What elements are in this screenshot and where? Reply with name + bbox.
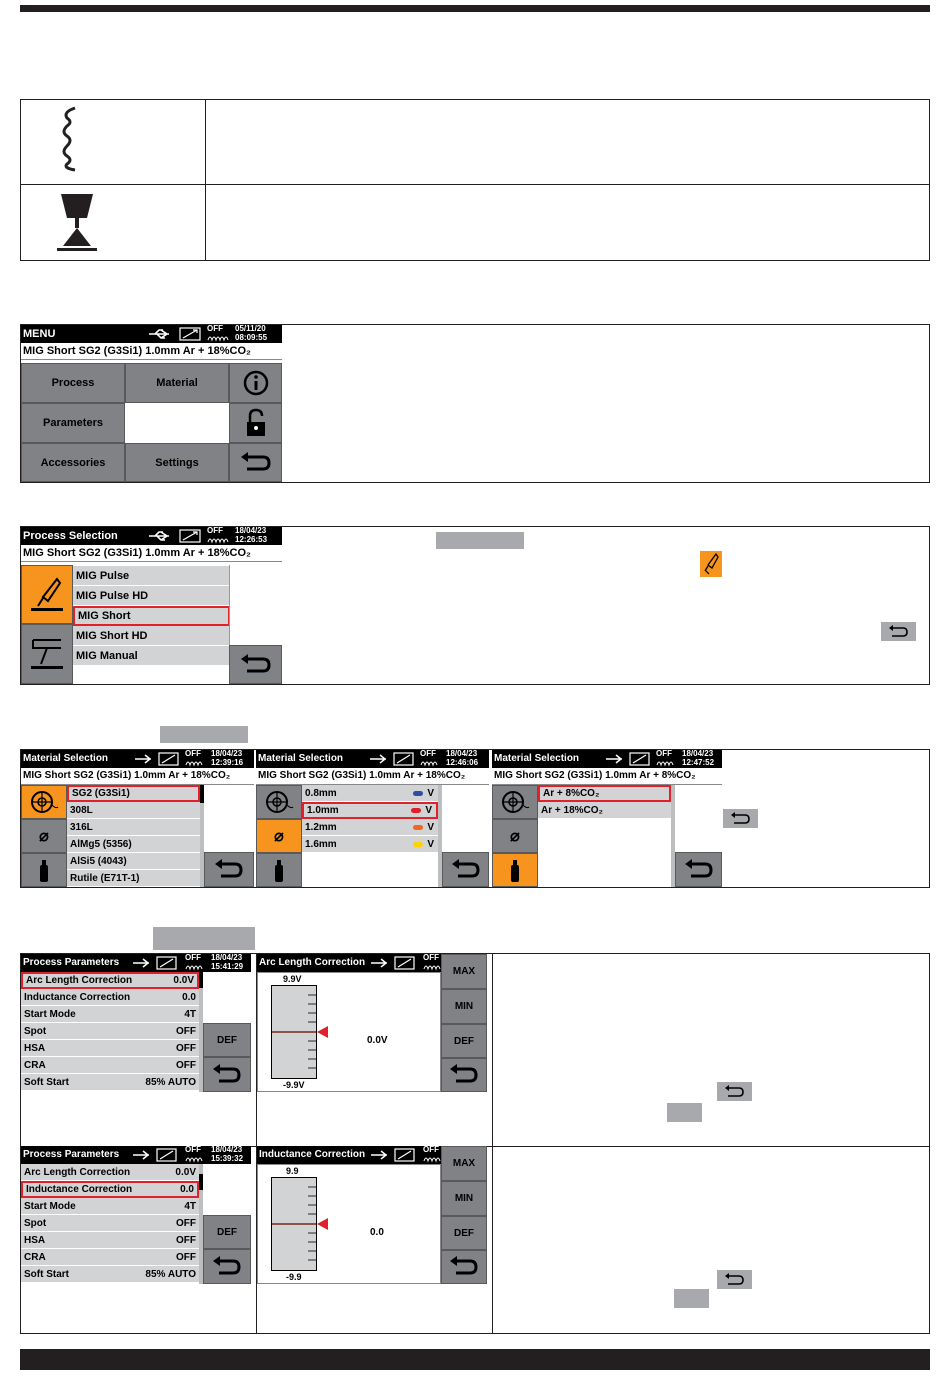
wire-tab[interactable] [492, 785, 538, 819]
list-item[interactable]: MIG Short HD [73, 626, 230, 646]
back-arrow-icon [717, 1270, 752, 1289]
info-button[interactable] [229, 363, 282, 403]
screen-header [492, 750, 722, 768]
diameter-tab[interactable] [256, 819, 302, 853]
screen-header [21, 325, 282, 343]
screen-title: Material Selection [23, 753, 109, 764]
power-off-label: OFF [423, 954, 439, 962]
back-arrow-icon [213, 859, 245, 881]
back-button[interactable] [229, 443, 282, 482]
screen-header [257, 1146, 441, 1164]
list-item-selected[interactable]: Ar + 8%CO₂ [538, 785, 671, 802]
wave-icon [207, 536, 229, 544]
param-value: OFF [176, 1234, 196, 1246]
param-value: OFF [176, 1251, 196, 1263]
screen-title: Arc Length Correction [259, 957, 366, 968]
param-row-hsa[interactable] [21, 1040, 199, 1057]
screen-title: Process Parameters [23, 1149, 120, 1160]
material-button[interactable]: Material [125, 363, 229, 403]
diameter-value: 1.6mm [305, 838, 337, 850]
back-arrow-icon [683, 859, 715, 881]
back-arrow-icon [450, 859, 482, 881]
power-off-label: OFF [185, 954, 201, 962]
back-arrow-icon [211, 1064, 243, 1086]
param-label: Spot [24, 1217, 47, 1229]
gauge-scale [271, 1177, 317, 1271]
list-item[interactable] [302, 819, 438, 836]
param-value: 0.0 [180, 1184, 194, 1195]
material-button-reference [160, 726, 248, 743]
bottom-rule [20, 1349, 930, 1370]
wave-icon [185, 1155, 205, 1163]
param-row-cra[interactable] [21, 1249, 199, 1266]
scrollbar-thumb[interactable] [200, 785, 204, 803]
screen-title: Material Selection [258, 753, 344, 764]
list-item[interactable]: 316L [67, 819, 200, 836]
usb-icon [369, 1147, 421, 1163]
unlock-icon [244, 408, 268, 438]
list-item[interactable]: MIG Pulse [73, 566, 230, 586]
date-label: 18/04/23 [682, 750, 714, 758]
list-item[interactable] [302, 785, 438, 802]
param-row-arc-length[interactable] [21, 1164, 199, 1181]
param-label: Soft Start [24, 1268, 69, 1280]
param-label: Start Mode [24, 1008, 76, 1020]
wave-icon [207, 334, 229, 342]
usb-icon [131, 955, 183, 971]
time-label: 15:39:32 [211, 1154, 244, 1163]
welding-torch-arc-icon [57, 192, 97, 256]
time-label: 15:41:29 [211, 962, 244, 971]
back-arrow-icon [211, 1256, 243, 1278]
diameter-tab[interactable] [492, 819, 538, 853]
back-button-reference [723, 809, 758, 828]
material-screen-diameter [256, 750, 489, 887]
date-label: 18/04/23 [211, 1146, 243, 1154]
param-label: Arc Length Correction [24, 1166, 131, 1178]
status-info: MIG Short SG2 (G3Si1) 1.0mm Ar + 18%CO₂ [21, 545, 282, 562]
usb-icon [369, 955, 421, 971]
param-value: 4T [184, 1200, 196, 1212]
param-label: Inductance Correction [26, 1184, 133, 1195]
param-label: HSA [24, 1234, 46, 1246]
gauge-ticks [272, 986, 316, 1078]
gauge-pointer-icon [317, 1025, 329, 1039]
power-off-label: OFF [207, 325, 223, 333]
screen-header [21, 954, 251, 972]
inductance-coil-icon [59, 106, 89, 172]
screen-title: Material Selection [494, 753, 580, 764]
param-value: 85% AUTO [145, 1268, 196, 1280]
power-off-label: OFF [423, 1146, 439, 1154]
color-dot-blue [413, 791, 423, 796]
param-row-cra[interactable] [21, 1057, 199, 1074]
unit-label: V [427, 787, 434, 799]
back-button[interactable] [204, 852, 254, 887]
list-item-selected[interactable]: SG2 (G3Si1) [67, 785, 200, 802]
back-arrow-icon [723, 809, 758, 828]
screen-header [21, 1146, 251, 1164]
usb-icon [131, 1147, 183, 1163]
usb-icon [368, 751, 420, 767]
default-button[interactable]: DEF [203, 1023, 251, 1057]
param-value: 0.0V [173, 975, 194, 986]
inductance-screen [257, 1146, 487, 1284]
divider [229, 565, 230, 645]
gas-tab[interactable] [492, 853, 538, 887]
param-label: CRA [24, 1059, 46, 1071]
gas-tab[interactable] [21, 853, 67, 887]
back-button-reference [717, 1082, 752, 1101]
date-label: 18/04/23 [211, 750, 243, 758]
diameter-value: 0.8mm [305, 787, 337, 799]
wave-icon [420, 759, 440, 767]
mig-torch-icon [27, 575, 67, 615]
list-item[interactable]: 308L [67, 802, 200, 819]
screen-title: Inductance Correction [259, 1149, 366, 1160]
usb-icon [604, 751, 656, 767]
param-label: Start Mode [24, 1200, 76, 1212]
current-value: 0.0V [367, 1035, 388, 1046]
status-info: MIG Short SG2 (G3Si1) 1.0mm Ar + 18%CO₂ [21, 343, 282, 360]
date-label: 18/04/23 [235, 527, 267, 535]
screen-title: MENU [23, 328, 56, 340]
param-value: OFF [176, 1217, 196, 1229]
list-item[interactable]: Ar + 18%CO₂ [538, 802, 671, 819]
param-row-spot[interactable] [21, 1023, 199, 1040]
parameters-screen-inductance [21, 1146, 251, 1284]
param-value: OFF [176, 1042, 196, 1054]
list-item-selected[interactable] [302, 802, 438, 819]
scrollbar-thumb[interactable] [199, 972, 203, 988]
gauge-pointer-icon [317, 1217, 329, 1231]
wire-tab[interactable] [21, 785, 67, 819]
param-row-soft-start[interactable] [21, 1074, 199, 1091]
screen-header [256, 750, 489, 768]
default-button[interactable]: DEF [203, 1215, 251, 1249]
wave-icon [423, 1155, 441, 1163]
status-info: MIG Short SG2 (G3Si1) 1.0mm Ar + 8%CO₂ [492, 768, 722, 785]
process-button[interactable]: Process [21, 363, 125, 403]
arc-length-screen [257, 954, 487, 1092]
min-button[interactable]: MIN [441, 1181, 487, 1216]
param-value: 4T [184, 1008, 196, 1020]
mig-torch-icon [700, 551, 722, 577]
parameters-button-reference [153, 927, 255, 950]
param-row-start-mode[interactable] [21, 1006, 199, 1023]
unit-label: V [427, 821, 434, 833]
max-button[interactable]: MAX [441, 954, 487, 989]
diameter-value: 1.2mm [305, 821, 337, 833]
back-button[interactable] [203, 1249, 251, 1284]
param-label: Spot [24, 1025, 47, 1037]
parameters-screen-arc [21, 954, 251, 1092]
default-button[interactable]: DEF [441, 1216, 487, 1250]
gas-bottle-icon [272, 858, 286, 882]
screen-header [21, 750, 254, 768]
param-label: Arc Length Correction [26, 975, 133, 986]
material-screen-wire [21, 750, 254, 887]
list-item[interactable] [302, 836, 438, 853]
gauge-max-label: 9.9V [283, 974, 302, 984]
torch-icon-reference [700, 551, 722, 577]
power-off-label: OFF [207, 527, 223, 535]
back-button[interactable] [203, 1057, 251, 1092]
back-button[interactable] [229, 645, 282, 684]
status-info: MIG Short SG2 (G3Si1) 1.0mm Ar + 18%CO₂ [21, 768, 254, 785]
menu-screen [21, 325, 282, 482]
time-label: 08:09:55 [235, 333, 268, 342]
back-button[interactable] [441, 1250, 487, 1284]
diameter-value: 1.0mm [307, 805, 339, 816]
param-value: OFF [176, 1059, 196, 1071]
date-label: 18/04/23 [211, 954, 243, 962]
time-label: 12:26:53 [235, 535, 268, 544]
power-off-label: OFF [185, 1146, 201, 1154]
current-value: 0.0 [370, 1227, 384, 1238]
usb-icon [147, 326, 207, 342]
lock-button[interactable] [229, 403, 282, 443]
material-screen-gas [492, 750, 722, 887]
color-dot-red [411, 808, 421, 813]
back-button-reference [881, 622, 916, 641]
param-row-hsa[interactable] [21, 1232, 199, 1249]
blank-button-reference [674, 1289, 709, 1308]
screen-header [257, 954, 441, 972]
unit-label: V [425, 805, 432, 816]
process-screen [21, 527, 282, 684]
column-divider [492, 954, 493, 1333]
power-off-label: OFF [420, 750, 436, 758]
usb-icon [133, 751, 185, 767]
param-row-inductance[interactable] [21, 989, 199, 1006]
mig-process-tab[interactable] [21, 565, 73, 624]
param-label: Inductance Correction [24, 991, 131, 1003]
gas-bottle-icon [37, 858, 51, 882]
gas-bottle-icon [508, 858, 522, 882]
blank-button-reference [667, 1103, 702, 1122]
settings-button[interactable]: Settings [125, 443, 229, 482]
gauge-scale [271, 985, 317, 1079]
power-off-label: OFF [185, 750, 201, 758]
gauge-min-label: -9.9 [286, 1272, 302, 1282]
param-row-inductance[interactable] [21, 1181, 199, 1198]
param-label: HSA [24, 1042, 46, 1054]
scrollbar-thumb[interactable] [199, 1174, 203, 1190]
symbol-table [20, 99, 930, 261]
wave-icon [185, 759, 205, 767]
back-arrow-icon [717, 1082, 752, 1101]
time-label: 12:47:52 [682, 758, 715, 767]
list-item[interactable]: MIG Manual [73, 646, 230, 666]
back-arrow-icon [448, 1256, 480, 1278]
info-icon [242, 369, 270, 397]
time-label: 12:46:06 [446, 758, 479, 767]
wire-spool-icon [29, 789, 59, 815]
wave-icon [656, 759, 676, 767]
back-arrow-icon [239, 451, 273, 475]
usb-icon [147, 528, 207, 544]
param-row-start-mode[interactable] [21, 1198, 199, 1215]
table-divider [205, 100, 206, 260]
param-row-arc-length[interactable] [21, 972, 199, 989]
empty-cell [125, 403, 229, 443]
accessories-button[interactable]: Accessories [21, 443, 125, 482]
gauge-max-label: 9.9 [286, 1166, 299, 1176]
param-value: OFF [176, 1025, 196, 1037]
param-row-spot[interactable] [21, 1215, 199, 1232]
gauge-ticks [272, 1178, 316, 1270]
electrode-holder-icon [27, 634, 67, 674]
screen-title: Process Selection [23, 530, 118, 542]
list-item[interactable]: MIG Pulse HD [73, 586, 230, 606]
status-info: MIG Short SG2 (G3Si1) 1.0mm Ar + 18%CO₂ [256, 768, 489, 785]
back-button[interactable] [675, 852, 722, 887]
list-item[interactable]: Rutile (E71T-1) [67, 870, 200, 887]
diameter-icon: ⌀ [274, 828, 284, 845]
param-value: 0.0 [182, 991, 196, 1003]
wave-icon [423, 963, 441, 971]
process-button-reference [436, 532, 524, 549]
diameter-icon: ⌀ [39, 828, 49, 845]
color-dot-orange [413, 825, 423, 830]
color-dot-yellow [413, 842, 423, 847]
back-button-reference [717, 1270, 752, 1289]
param-label: Soft Start [24, 1076, 69, 1088]
diameter-tab[interactable] [21, 819, 67, 853]
list-item[interactable]: AlSi5 (4043) [67, 853, 200, 870]
back-arrow-icon [239, 653, 273, 677]
wire-spool-icon [500, 789, 530, 815]
gas-tab[interactable] [256, 853, 302, 887]
unit-label: V [427, 838, 434, 850]
date-label: 05/11/20 [235, 325, 266, 333]
time-label: 12:39:16 [211, 758, 244, 767]
min-button[interactable]: MIN [441, 989, 487, 1024]
wave-icon [185, 963, 205, 971]
back-button[interactable] [441, 1058, 487, 1092]
list-item-selected[interactable]: MIG Short [73, 606, 230, 626]
back-arrow-icon [448, 1064, 480, 1086]
screen-header [21, 527, 282, 545]
screen-title: Process Parameters [23, 957, 120, 968]
wire-spool-icon [264, 789, 294, 815]
param-row-soft-start[interactable] [21, 1266, 199, 1283]
max-button[interactable]: MAX [441, 1146, 487, 1181]
gauge-min-label: -9.9V [283, 1080, 305, 1090]
top-rule [20, 5, 930, 12]
parameters-button[interactable]: Parameters [21, 403, 125, 443]
list-item[interactable]: AlMg5 (5356) [67, 836, 200, 853]
param-label: CRA [24, 1251, 46, 1263]
wire-tab[interactable] [256, 785, 302, 819]
diameter-icon: ⌀ [510, 828, 520, 845]
param-value: 0.0V [175, 1166, 196, 1178]
stick-process-tab[interactable] [21, 624, 73, 684]
back-button[interactable] [442, 852, 489, 887]
date-label: 18/04/23 [446, 750, 478, 758]
back-arrow-icon [881, 622, 916, 641]
power-off-label: OFF [656, 750, 672, 758]
param-value: 85% AUTO [145, 1076, 196, 1088]
table-row-divider [21, 184, 929, 185]
default-button[interactable]: DEF [441, 1024, 487, 1058]
